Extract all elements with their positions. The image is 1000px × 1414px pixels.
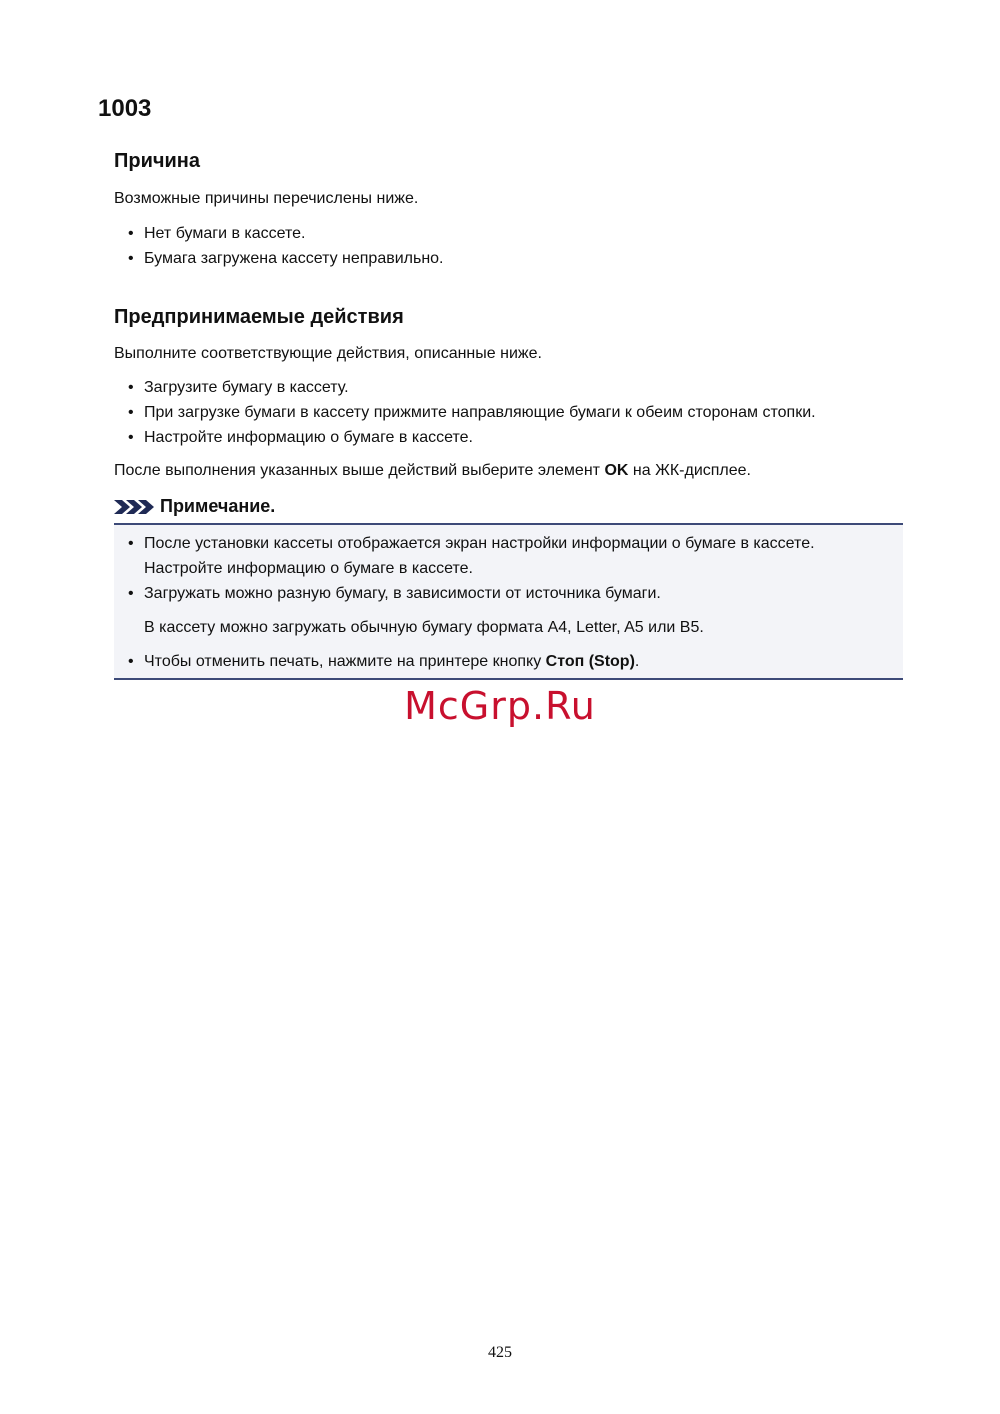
cause-list <box>114 221 444 271</box>
ok-label: OK <box>604 462 629 479</box>
cause-heading: Причина <box>114 150 200 172</box>
list-item: • Загрузите бумагу в кассету. <box>128 379 349 396</box>
page-number: 425 <box>488 1344 512 1361</box>
note-subparagraph: В кассету можно загружать обычную бумагу формата A4, Letter, A5 или B5. <box>144 619 704 636</box>
list-item: • Чтобы отменить печать, нажмите на принтере кнопку Стоп (Stop). <box>128 653 640 670</box>
note-header <box>114 496 275 517</box>
list-item: • Нет бумаги в кассете. <box>128 225 306 242</box>
cause-intro: Возможные причины перечислены ниже. <box>114 190 419 207</box>
note-arrows-icon <box>114 498 156 516</box>
actions-intro: Выполните соответствующие действия, описанные ниже. <box>114 345 542 362</box>
list-item: • После установки кассеты отображается экран настройки информации о бумаге в кассете. Настройте информацию о бумаге в кассете. <box>128 535 815 577</box>
list-item: • При загрузке бумаги в кассету прижмите направляющие бумаги к обеим сторонам стопки. <box>128 404 816 421</box>
actions-list <box>114 375 816 450</box>
watermark: McGrp.Ru <box>404 684 596 728</box>
note-box <box>114 523 903 680</box>
list-item: • Настройте информацию о бумаге в кассете. <box>128 429 473 446</box>
list-item: • Бумага загружена кассету неправильно. <box>128 250 444 267</box>
note-list <box>114 531 815 674</box>
page-title: 1003 <box>98 95 152 122</box>
actions-heading: Предпринимаемые действия <box>114 306 404 328</box>
actions-after-text: После выполнения указанных выше действий выберите элемент OK на ЖК-дисплее. <box>114 462 751 479</box>
note-title: Примечание. <box>160 496 276 516</box>
list-item: • Загружать можно разную бумагу, в зависимости от источника бумаги. В кассету можно загружать обычную бумагу формата A4, Letter, A5 или B5. <box>114 581 815 640</box>
stop-button-label: Стоп (Stop) <box>545 653 635 670</box>
